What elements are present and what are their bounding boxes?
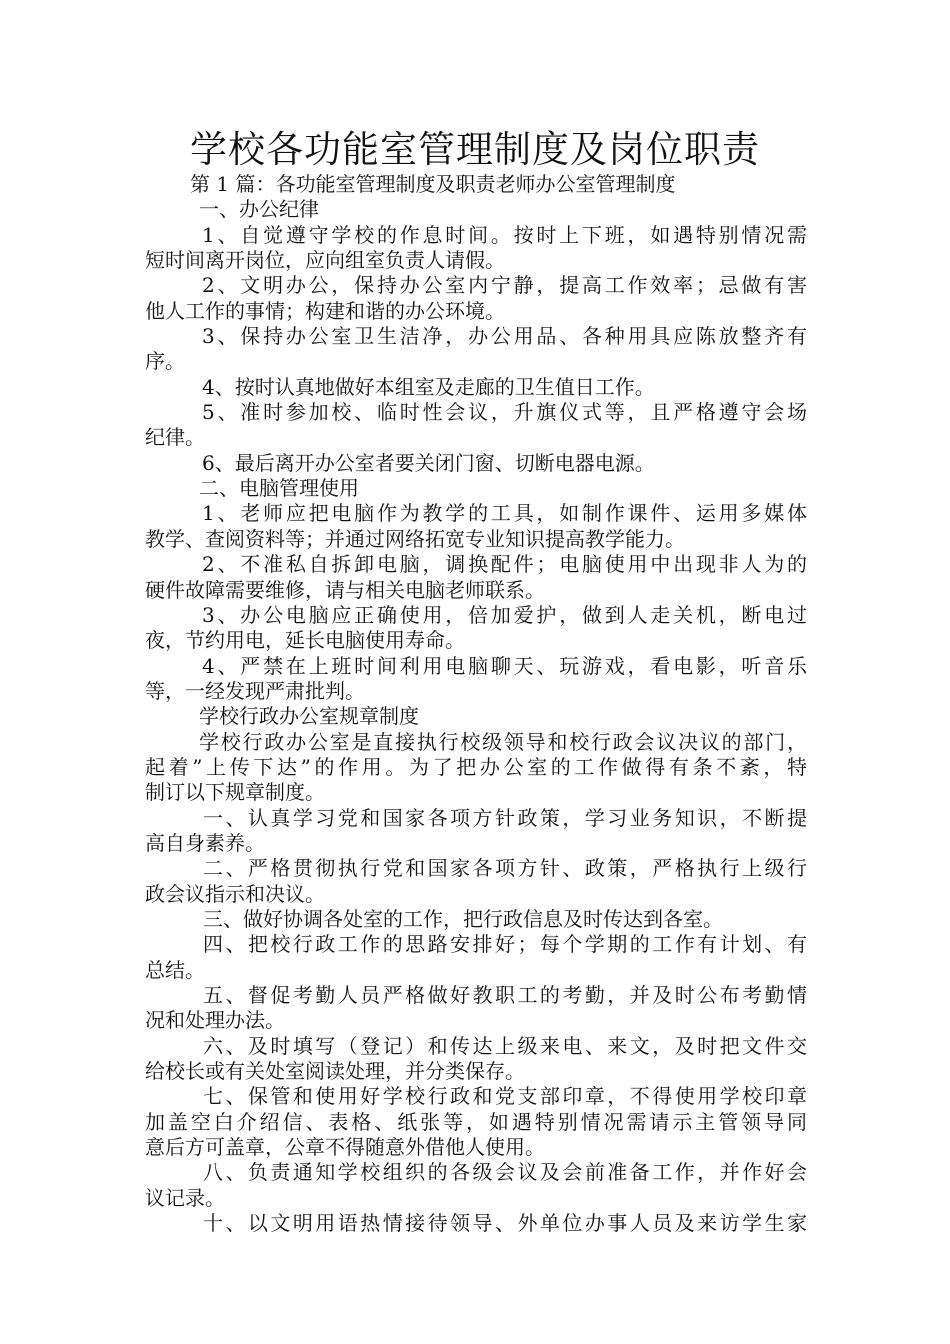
paragraph-line: 1、老师应把电脑作为教学的工具，如制作课件、运用多媒体 xyxy=(202,501,807,526)
paragraph-line: 6、最后离开办公室者要关闭门窗、切断电器电源。 xyxy=(202,450,655,475)
paragraph-line: 四、把校行政工作的思路安排好；每个学期的工作有计划、有 xyxy=(203,932,807,957)
paragraph-line: 十、以文明用语热情接待领导、外单位办事人员及来访学生家 xyxy=(203,1211,807,1236)
paragraph-line: 高自身素养。 xyxy=(145,830,265,855)
paragraph-line: 5、准时参加校、临时性会议，升旗仪式等，且严格遵守会场 xyxy=(202,400,807,425)
paragraph-line: 序。 xyxy=(145,349,185,374)
paragraph-line: 1、自觉遵守学校的作息时间。按时上下班，如遇特别情况需 xyxy=(202,222,807,247)
paragraph-line: 制订以下规章制度。 xyxy=(145,780,325,805)
subtitle-line: 第 1 篇：各功能室管理制度及职责老师办公室管理制度 xyxy=(190,172,676,196)
paragraph-line: 短时间离开岗位，应向组室负责人请假。 xyxy=(145,248,505,273)
paragraph-line: 硬件故障需要维修，请与相关电脑老师联系。 xyxy=(145,577,545,602)
section-heading: 学校行政办公室规章制度 xyxy=(199,704,419,729)
paragraph-line: 2、不准私自拆卸电脑，调换配件；电脑使用中出现非人为的 xyxy=(202,552,807,577)
paragraph-line: 五、督促考勤人员严格做好教职工的考勤，并及时公布考勤情 xyxy=(203,983,807,1007)
paragraph-line: 八、负责通知学校组织的各级会议及会前准备工作，并作好会 xyxy=(203,1160,807,1185)
paragraph-line: 况和处理办法。 xyxy=(145,1008,285,1033)
paragraph-line: 3、保持办公室卫生洁净，办公用品、各种用具应陈放整齐有 xyxy=(202,324,807,349)
paragraph-line: 一、认真学习党和国家各项方针政策，学习业务知识，不断提 xyxy=(203,805,807,830)
paragraph-line: 学校行政办公室是直接执行校级领导和校行政会议决议的部门， xyxy=(199,729,807,754)
paragraph-line: 二、严格贯彻执行党和国家各项方针、政策，严格执行上级行 xyxy=(203,856,807,881)
paragraph-line: 3、办公电脑应正确使用，倍加爱护，做到人走关机，断电过 xyxy=(202,602,807,627)
paragraph-line: 纪律。 xyxy=(145,425,205,450)
paragraph-line: 总结。 xyxy=(145,957,205,982)
paragraph-line: 他人工作的事情；构建和谐的办公环境。 xyxy=(145,298,505,323)
paragraph-line: 4、按时认真地做好本组室及走廊的卫生值日工作。 xyxy=(202,374,655,399)
paragraph-line: 七、保管和使用好学校行政和党支部印章，不得使用学校印章 xyxy=(203,1084,807,1109)
document-title: 学校各功能室管理制度及岗位职责 xyxy=(190,128,760,171)
paragraph-line: 六、及时填写（登记）和传达上级来电、来文，及时把文件交 xyxy=(203,1033,807,1058)
paragraph-line: 教学、查阅资料等；并通过网络拓宽专业知识提高教学能力。 xyxy=(145,526,685,551)
paragraph-line: 4、严禁在上班时间利用电脑聊天、玩游戏，看电影，听音乐 xyxy=(202,653,807,678)
paragraph-line: 加盖空白介绍信、表格、纸张等，如遇特别情况需请示主管领导同 xyxy=(145,1109,807,1134)
paragraph-line: 三、做好协调各处室的工作，把行政信息及时传达到各室。 xyxy=(203,906,723,931)
section-heading: 一、办公纪律 xyxy=(199,197,319,222)
paragraph-line: 2、文明办公，保持办公室内宁静，提高工作效率；忌做有害 xyxy=(202,273,807,298)
paragraph-line: 给校长或有关处室阅读处理，并分类保存。 xyxy=(145,1059,525,1084)
section-heading: 二、电脑管理使用 xyxy=(199,476,359,501)
paragraph-line: 夜，节约用电，延长电脑使用寿命。 xyxy=(145,628,465,653)
paragraph-line: 起着”上传下达”的作用。为了把办公室的工作做得有条不紊，特 xyxy=(145,754,807,779)
document-body xyxy=(145,172,807,1236)
paragraph-line: 意后方可盖章，公章不得随意外借他人使用。 xyxy=(145,1135,545,1160)
paragraph-line: 等，一经发现严肃批判。 xyxy=(145,678,365,703)
paragraph-line: 议记录。 xyxy=(145,1185,225,1210)
paragraph-line: 政会议指示和决议。 xyxy=(145,881,325,906)
